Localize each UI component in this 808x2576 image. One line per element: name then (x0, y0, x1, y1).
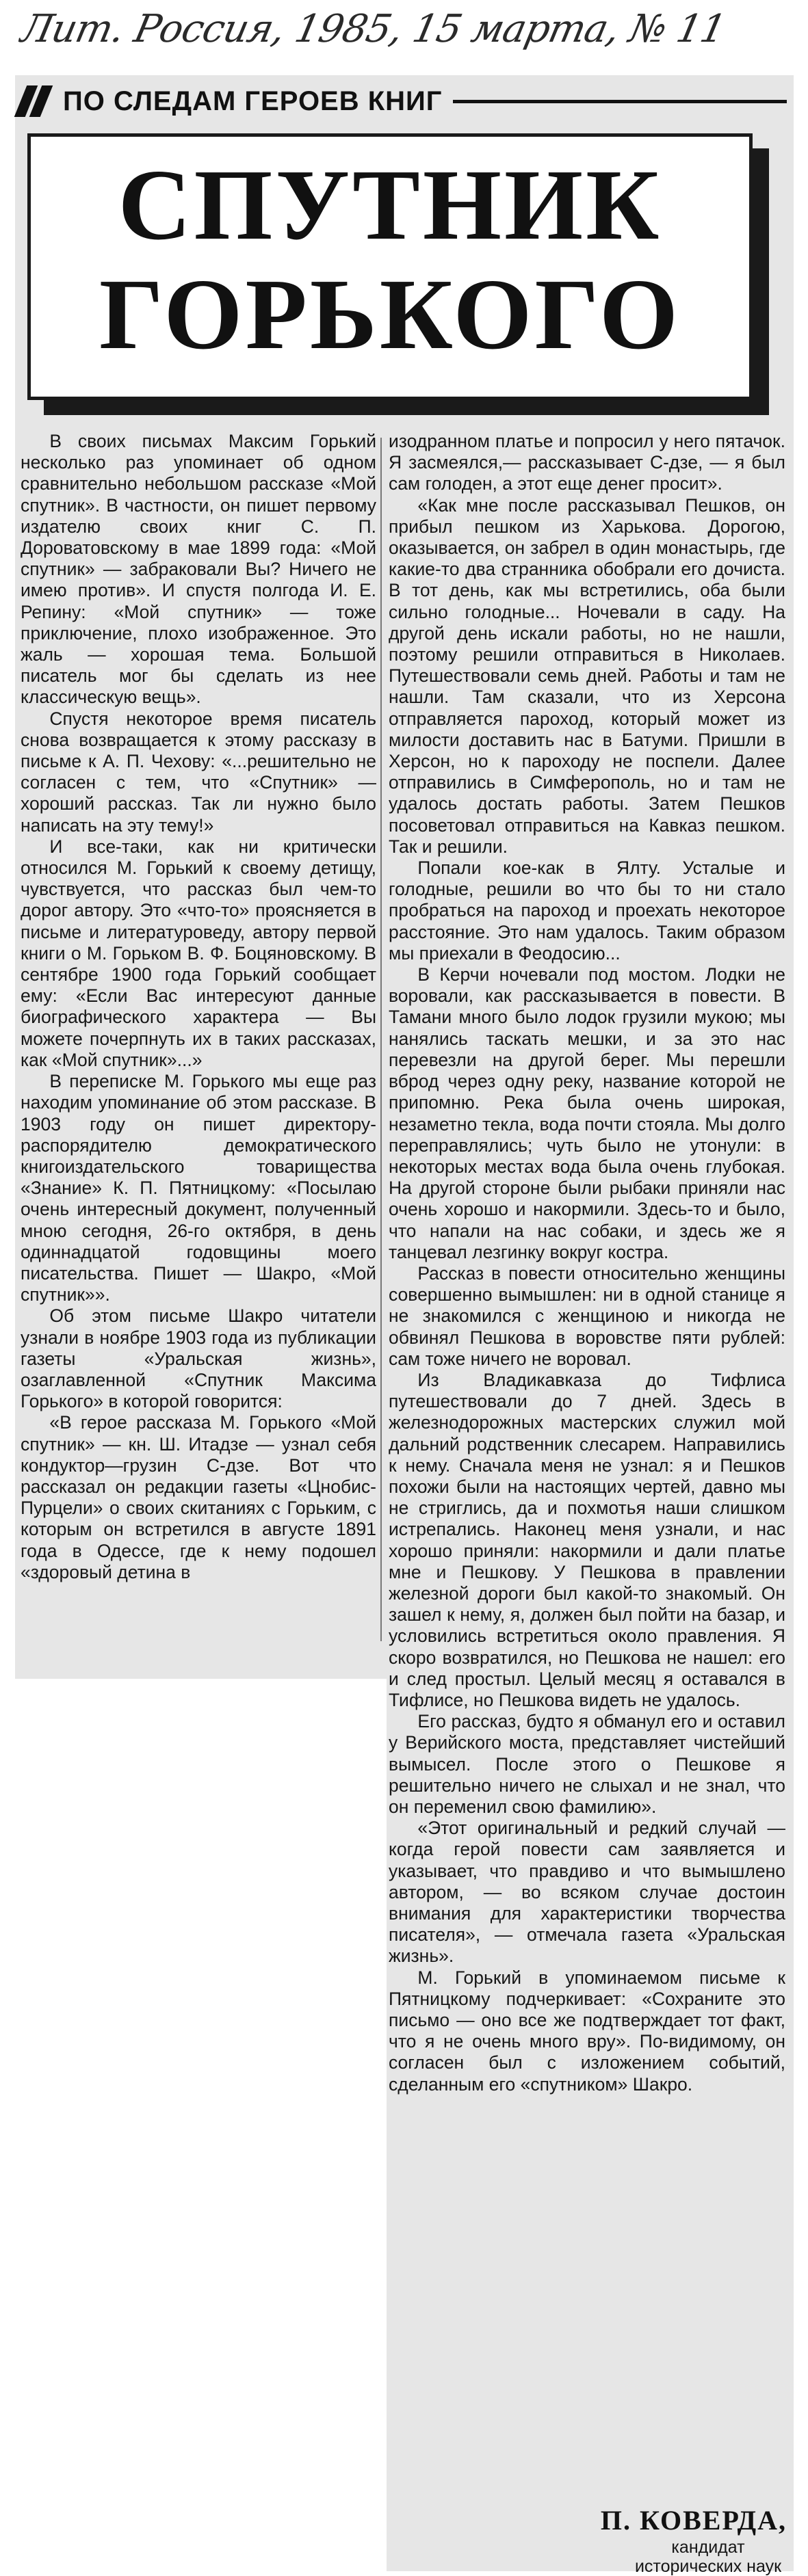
paragraph: Об этом письме Шакро читатели узнали в ноябре 1903 года из публикации газеты «Уральская жизнь», озаглавленной «Спутник Максима Горького» в которой говорится: (21, 1305, 376, 1412)
paragraph: Его рассказ, будто я обманул его и оставил у Верийского моста, представляет чистейший вымысел. После этого о Пешкове я решительно ничего не слыхал и не знал, что он переменил свою фамилию». (389, 1711, 785, 1817)
paragraph: Рассказ в повести относительно женщины совершенно вымышлен: ни в одной станице я не знакомился с женщиною и никогда не обвинял Пешкова в воровстве пяти рублей: сам тоже ничего не воровал. (389, 1262, 785, 1369)
article-column-left (21, 431, 376, 1583)
headline-line: СПУТНИК (118, 149, 662, 261)
paragraph: В Керчи ночевали под мостом. Лодки не воровали, как рассказывается в повести. В Тамани много было лодок грузили мукою; мы нанялись таскать мешки, и за это нас перевезли на другой берег. Мы перешли вброд через одну реку, название которой не припомню. Река была очень широкая, незаметно текла, вода почти стояла. Мы долго переправлялись; чуть было не утонули: в некоторых местах вода была очень глубокая. На другой стороне были рыбаки приняли нас очень хорошо и накормили. Здесь-то и было, что напали на нас собаки, и здесь же я танцевал лезгинку вокруг костра. (389, 964, 785, 1262)
headline-frame (27, 133, 753, 400)
rubric-header (21, 82, 787, 120)
paragraph: В своих письмах Максим Горький несколько раз упоминает об одном сравнительно небольшом рассказе «Мой спутник». В частности, он пишет первому издателю своих книг С. П. Дороватовскому в мае 1899 года: «Мой спутник» — забраковали Вы? Ничего не имею против». И спустя полгода И. Е. Репину: «Мой спутник» — тоже приключение, плохо изображенное. Это жаль — хорошая тема. Большой писатель мог бы сделать из нее классическую вещь». (21, 431, 376, 708)
paragraph: Спустя некоторое время писатель снова возвращается к этому рассказу в письме к А. П. Чехову: «...решительно не согласен с тем, что «Спутник» — хороший рассказ. Так ли нужно было написать на эту тему!» (21, 708, 376, 836)
handwritten-source-note: Лит. Россия, 1985, 15 марта, № 11 (16, 7, 729, 51)
paragraph: Попали кое-как в Ялту. Усталые и голодные, решили во что бы то ни стало пробраться на пароход и проехать некоторое расстояние. Это нам удалось. Таким образом мы приехали в Феодосию... (389, 858, 785, 964)
headline-line: ГОРЬКОГО (99, 258, 681, 371)
paragraph: «В герое рассказа М. Горького «Мой спутник» — кн. Ш. Итадзе — узнал себя кондуктор—грузин С-дзе. Вот что рассказал он редакции газеты «Цнобис-Пурцели» о своих скитаниях с Горьким, с которым он встретился в августе 1891 года в Одессе, где к нему подошел «здоровый детина в (21, 1412, 376, 1582)
paragraph: изодранном платье и попросил у него пятачок. Я засмеялся,— рассказывает С-дзе, — я был сам голоден, а этот еще денег просит». (389, 431, 785, 494)
rubric-label: ПО СЛЕДАМ ГЕРОЕВ КНИГ (63, 85, 443, 116)
paragraph: «Как мне после рассказывал Пешков, он прибыл пешком из Харькова. Дорогою, оказывается, он забрел в один монастырь, где какие-то два странника обобрали его дочиста. В тот день, как мы встретились, оба были сильно голодные... Ночевали в саду. На другой день искали работы, но не нашли, поэтому решили отправиться в Николаев. Путешествовали семь дней. Работы и там не нашли. Там сказали, что из Херсона отправляется пароход, который может из милости доставить нас в Батуми. Пришли в Херсон, но к пароходу не поспели. Далее отправились в Симферополь, но и там не удалось достать работы. Затем Пешков посоветовал отправиться на Кавказ пешком. Так и решили. (389, 494, 785, 857)
author-title: кандидат исторических наук (634, 2538, 782, 2576)
column-divider (380, 438, 382, 1641)
paragraph: М. Горький в упоминаемом письме к Пятницкому подчеркивает: «Сохраните это письмо — оно все же подтверждает тот факт, что я не очень много вру». По-видимому, он согласен был с изложением событий, сделанным его «спутником» Шакро. (389, 1967, 785, 2095)
paragraph: И все-таки, как ни критически относился М. Горький к своему детищу, чувствуется, что рассказ был чем-то дорог автору. Это «что-то» проясняется в письме и литературоведу, автору первой книги о М. Горьком В. Ф. Боцяновскому. В сентябре 1900 года Горький сообщает ему: «Если Вас интересуют данные биографического характера — Вы можете почерпнуть их в таких рассказах, как «Мой спутник»...» (21, 836, 376, 1070)
paragraph: Из Владикавказа до Тифлиса путешествовали до 7 дней. Здесь в железнодорожных мастерских служил мой дальний родственник слесарем. Направились к нему. Сначала меня не узнал: я и Пешков похожи были на настоящих чертей, давно мы не стриглись, да и похмотья наши слишком истрепались. Наконец меня узнали, и нас хорошо приняли: накормили и дали платье мне и Пешкову. У Пешкова в правлении железной дороги был какой-то знакомый. Он зашел к нему, я, должен был пойти на базар, и условились встретиться около правления. Я скоро возвратился, но Пешкова не нашел: его и след простыл. Целый месяц я оставался в Тифлисе, но Пешкова видеть не удалось. (389, 1369, 785, 1710)
article-column-right (389, 431, 785, 2095)
author-signature (520, 2504, 787, 2576)
author-name: П. КОВЕРДА, (600, 2505, 787, 2536)
headline (31, 150, 749, 369)
paragraph: «Этот оригинальный и редкий случай — когда герой повести сам заявляется и указывает, что правдиво и что вымышлено автором, — во всяком случае достоин внимания для характеристики творчества писателя», — отмечала газета «Уральская жизнь». (389, 1818, 785, 1967)
paragraph: В переписке М. Горького мы еще раз находим упоминание об этом рассказе. В 1903 году он пишет директору-распорядителю демократического книгоиздательского товарищества «Знание» К. П. Пятницкому: «Посылаю очень интересный документ, полученный мною сегодня, 26-го октября, в день одиннадцатой годовщины моего писательства. Пишет — Шакро, «Мой спутник»». (21, 1071, 376, 1305)
rubric-rule (453, 100, 787, 103)
